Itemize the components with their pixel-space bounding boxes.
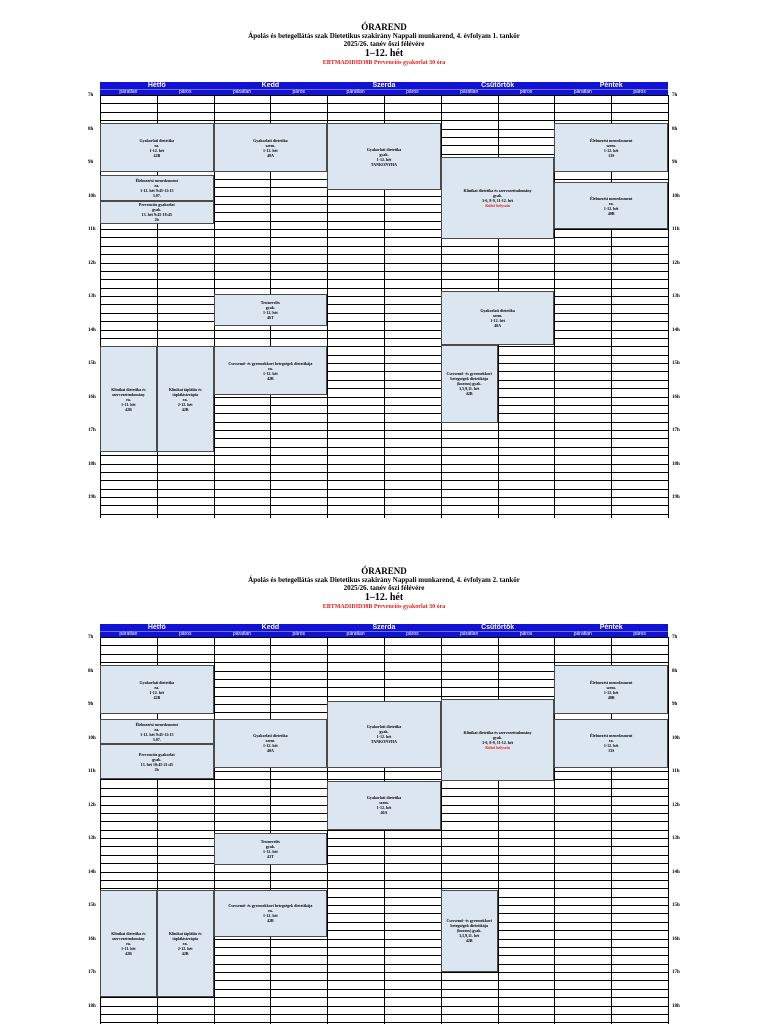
class-block-location-note: Külső helyszín (485, 203, 510, 208)
week-type-label: páros (292, 631, 306, 637)
day-header-1: Hétfő (147, 82, 166, 89)
timetable-title: ÓRAREND (361, 566, 407, 576)
hour-label-right: 7h (672, 635, 678, 640)
class-block (100, 175, 214, 200)
class-block-line: 2-12. hét (177, 401, 193, 407)
hour-label-left: 17h (88, 428, 96, 433)
class-block-line: 1-11. hét (121, 401, 136, 407)
week-type-label: páratlan (119, 89, 138, 95)
hour-label-right: 19h (672, 495, 680, 500)
class-block-line: 40B (607, 694, 615, 700)
class-block-line: Gyakorlati dietetika (366, 795, 402, 801)
hour-label-right: 16h (672, 394, 680, 400)
class-block-line: 13S (608, 748, 615, 754)
course-note: EBTMADIDID38B Prevenciós gyakorlat 30 óra (322, 604, 446, 610)
class-block (214, 294, 328, 326)
hour-label-left: 15h (88, 903, 96, 908)
hour-label-left: 19h (88, 495, 96, 500)
class-block (441, 345, 498, 424)
class-block-line: (kurzus) gyak. (456, 928, 482, 934)
class-block-line: 42B (125, 406, 132, 412)
class-block-line: Gyakorlati dietetika (253, 733, 288, 739)
class-block-line: 2b (154, 766, 159, 772)
week-type-label: páratlan (232, 89, 252, 95)
hour-label-left: 9h (88, 702, 94, 707)
class-block-line: Klinikai dietetika és (111, 386, 146, 392)
class-block-line: 1-12. hét (490, 317, 505, 323)
class-block-line: gyak. (379, 151, 389, 157)
class-block-line: betegségek dietetikája (450, 923, 489, 929)
timetable-header (0, 22, 768, 68)
class-block (214, 890, 328, 937)
class-block-line: Klinikai táplálás és (168, 931, 202, 937)
class-block-line: gyak. (152, 756, 162, 762)
class-block (214, 719, 328, 768)
class-block-line: 1-12. hét (149, 689, 165, 695)
class-block-line: 1-12. hét (263, 848, 278, 854)
week-type-label: páros (406, 89, 419, 95)
class-block-line: ea. (154, 684, 160, 690)
class-block (100, 123, 214, 172)
class-block (554, 182, 668, 229)
class-block-line: 42B (153, 694, 161, 700)
hour-label-left: 10h (88, 193, 96, 199)
class-block-line: 1-12. hét (376, 156, 392, 162)
day-header-3: Szerda (372, 82, 396, 89)
semester-label: 2025/26. tanév őszi félévére (343, 40, 425, 48)
class-block-line: Élelmezési menedzsment (135, 721, 178, 727)
timetable-grid (100, 624, 668, 1024)
hour-label-right: 14h (672, 327, 680, 333)
class-block-line: 13. hét 9:45-18:45 (141, 212, 172, 218)
hour-label-left: 11h (88, 227, 96, 232)
hour-label-left: 12h (88, 802, 96, 808)
class-block-line: Élelmezési menedzsment (590, 679, 633, 685)
class-block (554, 665, 668, 714)
hour-label-left: 15h (88, 361, 96, 366)
class-block-line: Prevenciós gyakorlat (138, 751, 175, 757)
hour-label-left: 17h (88, 970, 96, 975)
class-block (327, 781, 441, 830)
grid-column-line (668, 95, 669, 518)
class-block-line: 1-12. hét (263, 310, 278, 316)
hour-label-right: 17h (672, 970, 680, 975)
class-block-line: 1-12. hét 9:45-11:15 (140, 187, 174, 193)
hour-label-left: 13h (88, 836, 96, 841)
class-block-line: Élelmezési menedzsment (590, 137, 633, 143)
class-block-line: Gyakorlati dietetika (139, 679, 175, 685)
hour-label-right: 11h (672, 769, 680, 774)
hour-label-right: 8h (672, 126, 678, 132)
week-type-label: páratlan (232, 631, 252, 637)
class-block-line: ea. (268, 365, 273, 371)
class-block-line: gyak. (265, 305, 275, 311)
class-block-line: 1-12. hét (263, 370, 278, 376)
class-block-line: 46T (267, 315, 274, 321)
class-block-line: 3-6, 8-9, 11-12. hét (482, 198, 514, 203)
class-block-line: ea. (154, 726, 160, 732)
class-block-line: 1-11. hét (121, 946, 136, 952)
class-block-line: szervezettudomány (111, 391, 145, 397)
hour-label-right: 9h (672, 702, 678, 707)
class-block-line: ea. (608, 738, 614, 744)
class-block-line: Élelmezési menedzsment (590, 733, 633, 739)
class-block (327, 123, 441, 190)
class-block-line: táplálásterápia (172, 936, 198, 942)
week-type-label: páros (633, 631, 646, 637)
grid-column-line (327, 637, 328, 1024)
class-block-line: Prevenciós gyakorlat (138, 202, 175, 208)
class-block-line: 42B (181, 951, 189, 957)
timetable-title: ÓRAREND (361, 22, 407, 32)
hour-label-right: 8h (672, 668, 678, 674)
hour-label-right: 7h (672, 93, 678, 98)
day-header-3: Szerda (372, 624, 396, 631)
class-block (441, 699, 555, 781)
hour-label-left: 10h (88, 735, 96, 741)
hour-label-left: 12h (88, 260, 96, 266)
class-block-line: 42B (125, 951, 132, 957)
hour-label-left: 13h (88, 294, 96, 299)
class-block-line: 40A (380, 810, 388, 816)
class-block-line: szem. (606, 684, 616, 690)
class-block-line: 3,5,9,11. hét (459, 933, 480, 939)
class-block-line: 1-12. hét (603, 743, 619, 749)
class-block-line: ea. (182, 396, 188, 402)
week-type-label: páratlan (460, 631, 479, 637)
class-block-line: Gyakorlati dietetika (366, 146, 402, 152)
hour-label-right: 14h (672, 869, 680, 875)
class-block (554, 123, 668, 172)
class-block-line: 40A (266, 748, 274, 754)
timetable-grid (100, 82, 668, 518)
class-block-line: 2b (154, 217, 159, 223)
class-block-line: 43T (267, 853, 274, 859)
class-block-line: 3.07. (152, 736, 161, 742)
timetable-subtitle: Ápolás és betegellátás szak Dietetikus szakirány Nappali munkarend, 4. évfolyam 2. tankör (248, 576, 520, 584)
day-header-2: Kedd (261, 624, 280, 631)
class-block-line: 1-12. hét (263, 147, 278, 153)
class-block (100, 744, 214, 779)
week-type-label: páratlan (460, 89, 479, 95)
grid-column-line (270, 637, 271, 1024)
hour-label-left: 8h (88, 668, 94, 674)
class-block (100, 346, 157, 452)
hour-label-right: 15h (672, 361, 680, 366)
class-block-line: Élelmezési menedzsment (590, 195, 633, 201)
hour-label-right: 17h (672, 428, 680, 433)
course-note: EBTMADIDID38B Prevenciós gyakorlat 30 óra (322, 60, 446, 66)
class-block (441, 291, 555, 345)
week-type-label: páros (178, 631, 192, 637)
hour-label-left: 18h (88, 461, 96, 467)
hour-label-left: 16h (88, 936, 96, 942)
class-block-line: Csecsemő- és gyermekkori betegségek dietetikája (228, 360, 313, 366)
class-block-line: gyak. (152, 207, 162, 213)
timetable-subtitle: Ápolás és betegellátás szak Dietetikus szakirány Nappali munkarend, 4. évfolyam 1. tankör (248, 32, 520, 40)
class-block-line: 42B (465, 391, 473, 397)
class-block-line: szem. (265, 142, 276, 148)
class-block-line: Klinikai dietetika és (111, 931, 146, 937)
class-block-line: Klinikai dietetika és szervezettudomány (463, 188, 532, 193)
class-block-line: 42B (267, 918, 274, 924)
class-block-line: 42B (181, 406, 189, 412)
hour-label-left: 14h (88, 869, 96, 875)
class-block-line: Testnevelés (260, 838, 280, 844)
class-block-line: Gyakorlati dietetika (139, 137, 175, 143)
week-type-label: páratlan (119, 631, 138, 637)
day-header-2: Kedd (261, 82, 280, 89)
class-block (327, 701, 441, 768)
class-block-line: Csecsemő- és gyermekkori betegségek dietetikája (228, 903, 313, 909)
week-type-label: páratlan (346, 631, 365, 637)
class-block (214, 123, 328, 172)
class-block (441, 890, 498, 972)
hour-label-right: 16h (672, 936, 680, 942)
class-block-line: ea. (126, 941, 131, 947)
class-block-line: 1-12. hét (376, 734, 392, 740)
class-block-line: (kurzus) gyak. (456, 381, 482, 387)
class-block-line: Csecsemő- és gyermekkori (446, 918, 492, 924)
grid-column-line (668, 637, 669, 1024)
hour-label-left: 16h (88, 394, 96, 400)
class-block-line: Gyakorlati dietetika (480, 307, 515, 313)
class-block (441, 157, 555, 239)
hour-label-right: 18h (672, 1003, 680, 1009)
class-block-line: ea. (608, 200, 614, 206)
hour-label-right: 13h (672, 294, 680, 299)
weeks-label: 1–12. hét (364, 592, 404, 603)
hour-label-left: 14h (88, 327, 96, 333)
hour-label-left: 18h (88, 1003, 96, 1009)
hour-label-right: 12h (672, 802, 680, 808)
class-block (100, 665, 214, 714)
class-block-line: Élelmezési menedzsment (135, 177, 178, 183)
class-block-line: 1-12. hét (149, 147, 165, 153)
day-header-5: Péntek (599, 82, 623, 89)
hour-label-right: 18h (672, 461, 680, 467)
class-block-line: 40B (607, 210, 615, 216)
class-block-line: Gyakorlati dietetika (253, 137, 288, 143)
class-block-line: gyak. (379, 729, 389, 735)
class-block-line: TANKONYHA (370, 161, 398, 167)
class-block (554, 719, 668, 768)
grid-column-line (214, 637, 215, 1024)
week-type-label: páros (292, 89, 306, 95)
day-header-4: Csütörtök (481, 624, 515, 631)
hour-label-right: 10h (672, 735, 680, 741)
hour-label-left: 11h (88, 769, 96, 774)
class-block-line: Klinikai dietetika és szervezettudomány (463, 730, 532, 735)
class-block (214, 833, 328, 865)
hour-label-right: 15h (672, 903, 680, 908)
class-block-line: 1-12. hét (603, 147, 619, 153)
class-block (100, 201, 214, 224)
class-block-line: ea. (126, 396, 131, 402)
class-block-line: szervezettudomány (111, 936, 145, 942)
class-block-line: Csecsemő- és gyermekkori (446, 371, 492, 377)
grid-column-line (498, 637, 499, 1024)
class-block-location-note: Külső helyszín (485, 745, 510, 750)
hour-label-right: 10h (672, 193, 680, 199)
week-type-label: páratlan (573, 631, 592, 637)
class-block-line: 40A (494, 322, 502, 328)
week-type-label: páratlan (573, 89, 592, 95)
class-block-line: 42B (153, 152, 161, 158)
class-block-line: Klinikai táplálás és (168, 386, 202, 392)
week-type-label: páros (519, 631, 533, 637)
class-block-line: 2-12. hét (177, 946, 193, 952)
class-block-line: ea. (154, 142, 160, 148)
class-block-line: 1-12. hét (376, 805, 392, 811)
class-block-line: 42B (465, 938, 473, 944)
class-block-line: 1-12. hét (603, 205, 619, 211)
day-header-1: Hétfő (147, 624, 166, 631)
class-block-line: 1-12. hét 9:45-11:15 (140, 731, 174, 737)
class-block-line: ea. (154, 182, 160, 188)
class-block-line: 13S (608, 152, 615, 158)
class-block-line: 1-12. hét (263, 913, 278, 919)
hour-label-right: 13h (672, 836, 680, 841)
timetable-header (0, 566, 768, 612)
class-block-line: Testnevelés (260, 300, 280, 306)
class-block-line: szem. (379, 800, 389, 806)
class-block (214, 346, 328, 395)
class-block-line: Gyakorlati dietetika (366, 724, 402, 730)
class-block-line: 3-6, 8-9, 11-12. hét (482, 740, 514, 745)
class-block-line: 3.07. (152, 192, 161, 198)
weeks-label: 1–12. hét (364, 48, 404, 59)
hour-label-right: 9h (672, 160, 678, 165)
class-block-line: 13. hét 10:45-21:45 (140, 761, 173, 767)
day-header-5: Péntek (599, 624, 623, 631)
week-type-label: páratlan (346, 89, 365, 95)
week-type-label: páros (633, 89, 646, 95)
class-block-line: betegségek dietetikája (450, 376, 489, 382)
class-block-line: szem. (606, 142, 616, 148)
day-header-4: Csütörtök (481, 82, 515, 89)
class-block (100, 719, 214, 744)
hour-label-left: 7h (88, 93, 94, 98)
grid-column-line (384, 637, 385, 1024)
class-block (100, 890, 157, 997)
class-block-line: 3,5,9,11. hét (459, 386, 480, 392)
class-block-line: gyak. (492, 193, 503, 198)
week-type-label: páros (178, 89, 192, 95)
hour-label-right: 12h (672, 260, 680, 266)
class-block-line: gyak. (265, 843, 275, 849)
class-block-line: TANKONYHA (370, 739, 398, 745)
hour-label-left: 8h (88, 126, 94, 132)
class-block (157, 346, 214, 452)
semester-label: 2025/26. tanév őszi félévére (343, 584, 425, 592)
class-block-line: 1-12. hét (263, 743, 278, 749)
hour-label-left: 9h (88, 160, 94, 165)
class-block-line: szem. (492, 312, 503, 318)
class-block-line: ea. (182, 941, 188, 947)
class-block-line: táplálásterápia (172, 391, 198, 397)
class-block-line: ea. (268, 908, 273, 914)
class-block-line: szem. (265, 738, 276, 744)
class-block (157, 890, 214, 997)
hour-label-right: 11h (672, 227, 680, 232)
class-block-line: 1-12. hét (603, 689, 619, 695)
class-block-line: gyak. (492, 735, 503, 740)
class-block-line: 42B (267, 375, 274, 381)
week-type-label: páros (519, 89, 533, 95)
class-block-line: 40A (266, 152, 274, 158)
week-type-label: páros (406, 631, 419, 637)
hour-label-left: 7h (88, 635, 94, 640)
